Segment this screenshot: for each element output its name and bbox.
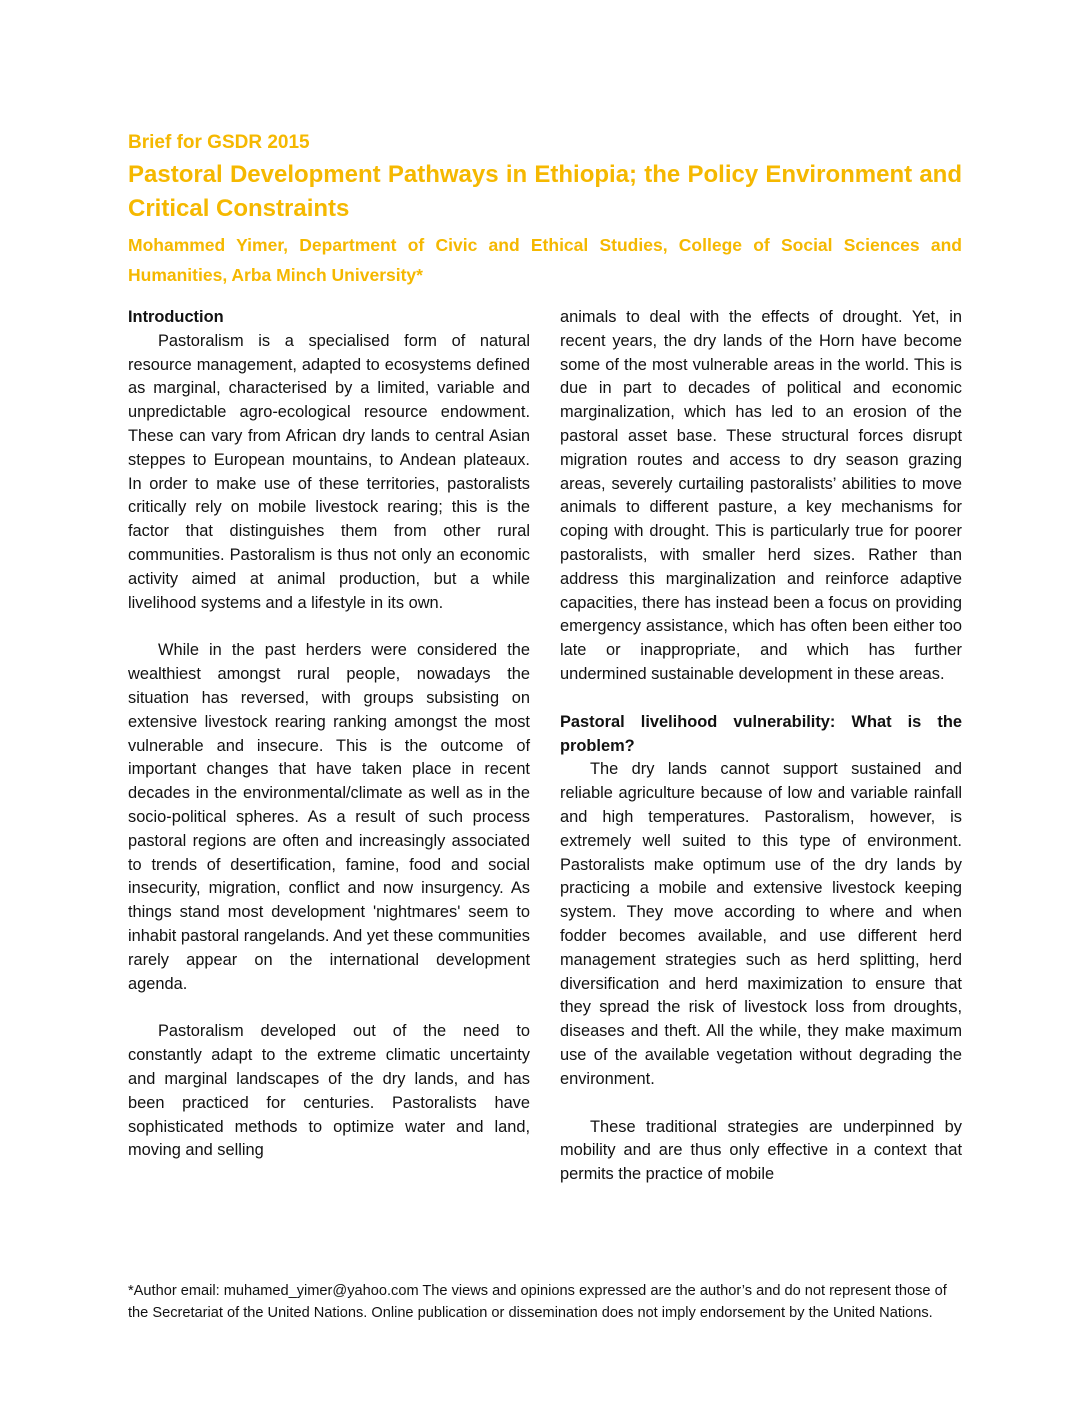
paragraph: The dry lands cannot support sustained and reliable agriculture because of low and variable rainfall and high temperatures. Pastoralism, however, is extremely well suited to this type of environment. Pastoralists make optimum use of the dry lands by practicing a mobile and extensive livestock keeping system. They move according to where and when fodder becomes available, and use different herd management strategies such as herd splitting, herd diversification and herd maximization to ensure that they spread the risk of livestock loss from droughts, diseases and theft. All the while, they make maximum use of the available vegetation without degrading the environment. <box>560 760 962 1088</box>
section-heading-vulnerability: Pastoral livelihood vulnerability: What is the problem? <box>560 712 962 755</box>
paragraph: animals to deal with the effects of drought. Yet, in recent years, the dry lands of the Horn have become some of the most vulnerable areas in the world. This is due in part to decades of political and economic marginalization, which has led to an erosion of the pastoral asset base. These structural forces disrupt migration routes and access to dry season grazing areas, severely curtailing pastoralists’ abilities to move animals to different pasture, a key mechanisms for coping with drought. This is particularly true for poorer pastoralists, with smaller herd sizes. Rather than address this marginalization and reinforce adaptive capacities, there has instead been a focus on providing emergency assistance, which has often been either too late or inappropriate, and which has further undermined sustainable development in these areas. <box>560 308 962 683</box>
left-column <box>128 306 530 1163</box>
paragraph: Pastoralism developed out of the need to constantly adapt to the extreme climatic uncertainty and marginal landscapes of the dry lands, and has been practiced for centuries. Pastoralists have sophisticated methods to optimize water and land, moving and selling <box>128 1022 530 1160</box>
right-column <box>560 306 962 1187</box>
document-title: Pastoral Development Pathways in Ethiopia; the Policy Environment and Critical Constraints <box>128 161 962 222</box>
brief-label: Brief for GSDR 2015 <box>128 132 310 153</box>
paragraph: Pastoralism is a specialised form of natural resource management, adapted to ecosystems defined as marginal, characterised by a limited, variable and unpredictable agro-ecological resource endowment. These can vary from African dry lands to central Asian steppes to European mountains, to Andean plateaux. In order to make use of these territories, pastoralists critically rely on mobile livestock rearing; this is the factor that distinguishes them from other rural communities. Pastoralism is thus not only an economic activity aimed at animal production, but a while livelihood systems and a lifestyle in its own. <box>128 331 530 612</box>
author-affiliation: Mohammed Yimer, Department of Civic and Ethical Studies, College of Social Sciences and Humanities, Arba Minch University* <box>128 235 962 285</box>
document-header <box>128 130 962 290</box>
section-heading-introduction: Introduction <box>128 308 224 326</box>
paragraph: These traditional strategies are underpinned by mobility and are thus only effective in a context that permits the practice of mobile <box>560 1117 962 1184</box>
author-footnote: *Author email: muhamed_yimer@yahoo.com The views and opinions expressed are the author’s and do not represent those of the Secretariat of the United Nations. Online publication or dissemination does not imply endorsement by the United Nations. <box>128 1283 947 1321</box>
paragraph: While in the past herders were considered the wealthiest amongst rural people, nowadays the situation has reversed, with groups subsisting on extensive livestock rearing ranking amongst the most vulnerable and insecure. This is the outcome of important changes that have taken place in recent decades in the environmental/climate as well as in the socio-political spheres. As a result of such process pastoral regions are often and increasingly associated to trends of desertification, famine, food and social insecurity, migration, conflict and now insurgency. As things stand most development 'nightmares' seem to inhabit pastoral rangelands. And yet these communities rarely appear on the international development agenda. <box>128 641 530 993</box>
